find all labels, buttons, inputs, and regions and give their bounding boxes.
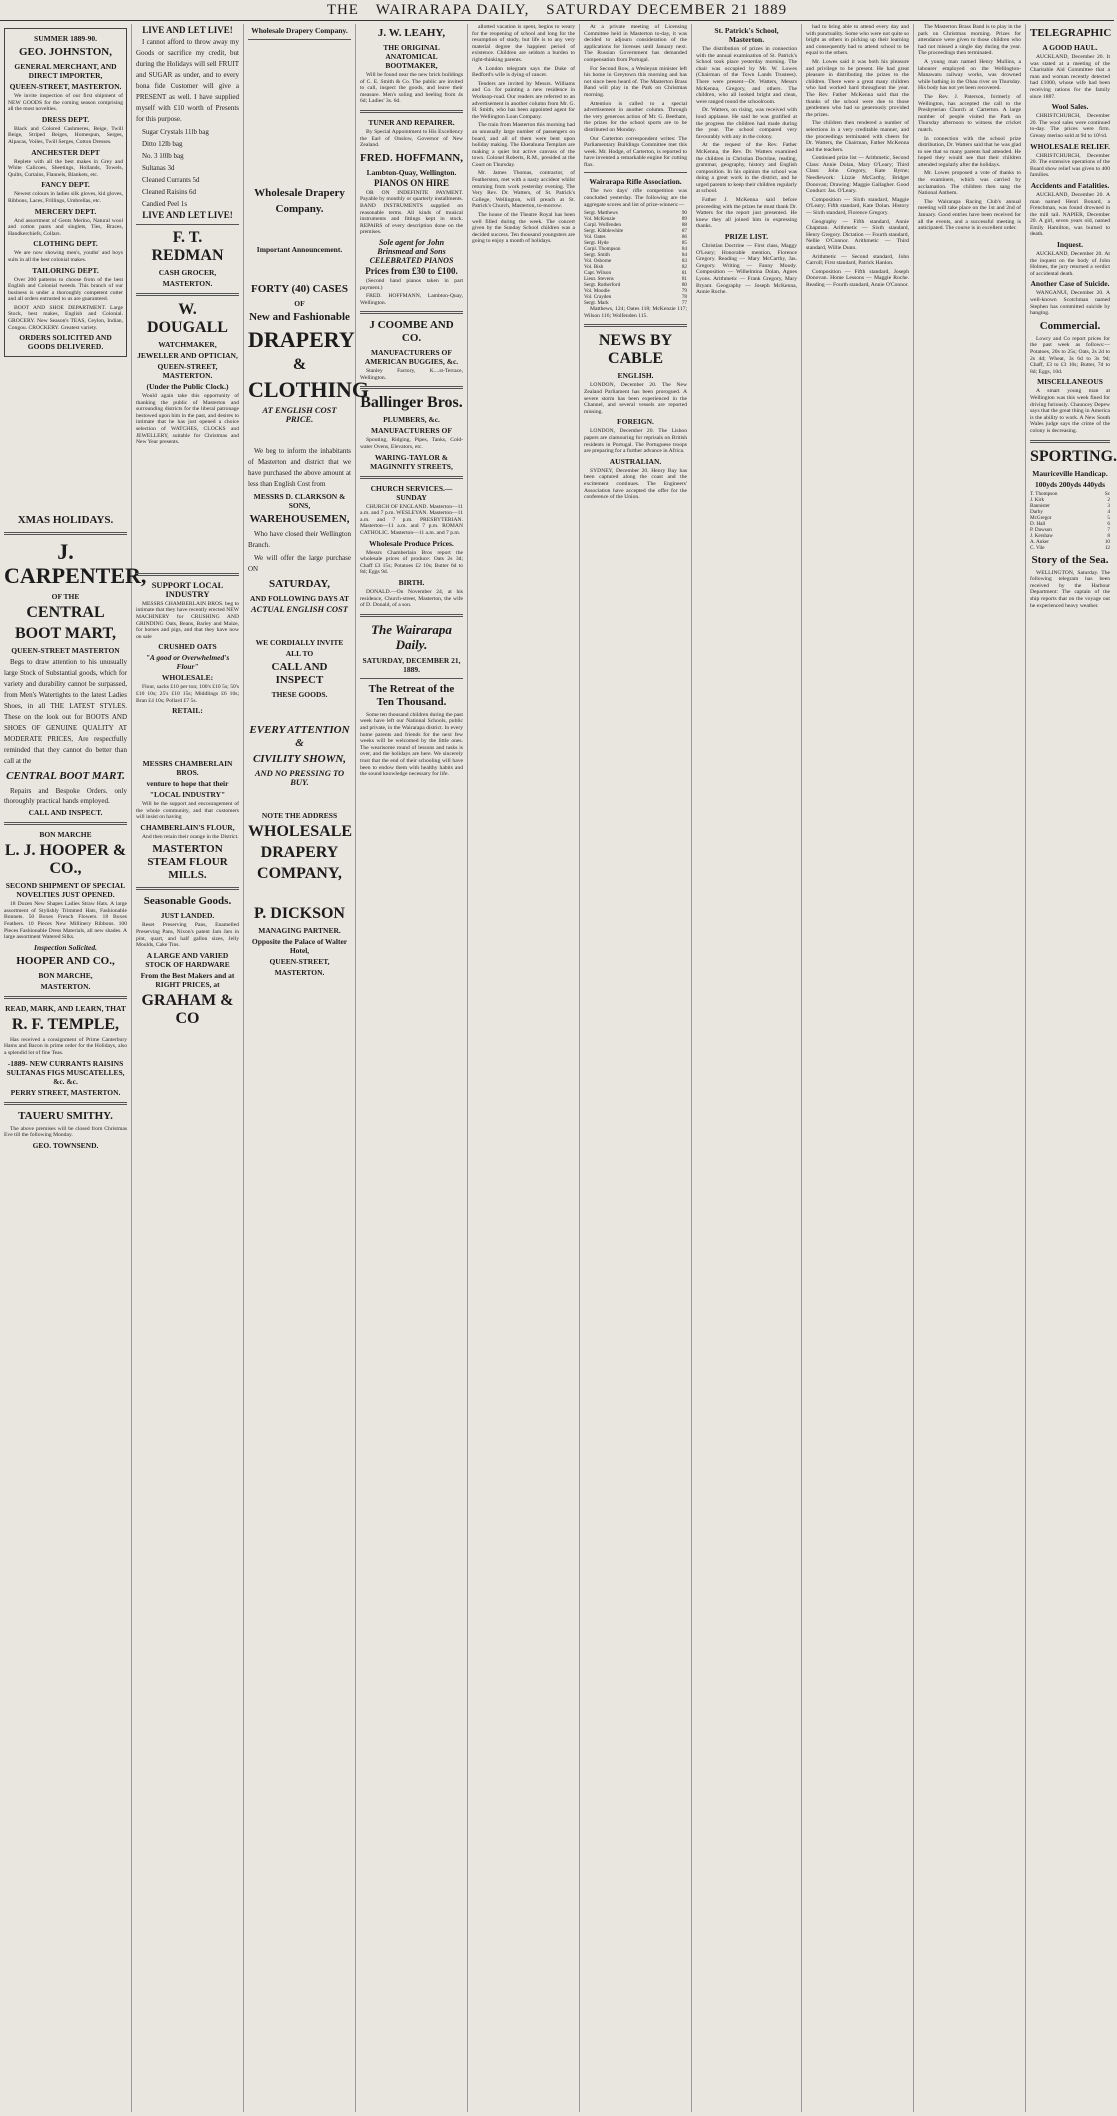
central-heading: CENTRAL — [26, 604, 105, 622]
col9-text-f: The Wairarapa Racing Club's annual meeting will take place on the 1st and 2nd of January. Good entries have been received for all the events, and a successful meeting is anticipated. The course is in excellent order. — [918, 198, 1021, 232]
johnston-intro: We invite inspection of our first shipment of NEW GOODS for the coming season comprising all the most novelties. — [8, 93, 123, 113]
name-cell: Sergt. Kibblewhite — [584, 228, 624, 235]
runners-table — [1030, 491, 1110, 551]
value-cell: 83 — [681, 258, 687, 265]
dept-heading: ANCHESTER DEPT — [31, 147, 100, 157]
inspection-solicited: Inspection Solicited. — [34, 942, 97, 952]
xmas-heading: XMAS HOLIDAYS. — [17, 514, 114, 527]
hooper-text: 18 Dozen New Shapes Ladies Straw Hats. A large assortment of Stylishly Trimmed Hats, Fashionable Bonnets. 50 Boxes French Flowers. 18 Boxes Feathers. 10 Pieces New Millinery Ribbons. 100 Pieces Fashionable Dress Materials, all new shades. A large assortment Watered Silks. — [4, 901, 127, 941]
graham-name: GRAHAM & CO — [141, 991, 234, 1027]
english-cost: AT ENGLISH COST PRICE. — [262, 405, 337, 424]
coombe-name: J COOMBE AND CO. — [369, 319, 454, 345]
sugar-line: Cleaned Raisins 6d — [142, 188, 197, 196]
name-cell: Sergt. Hyde — [584, 240, 609, 247]
of-the: OF THE — [51, 592, 80, 602]
value-cell: 87 — [681, 228, 687, 235]
coombe-sub: MANUFACTURERS OF AMERICAN BUGGIES, &c. — [364, 348, 459, 367]
dept-text: Newest colours in ladies silk gloves, kid gloves, Ribbons, Laces, Frillings, Umbrellas, etc. — [8, 191, 123, 204]
pianos-on-hire: PIANOS ON HIRE — [373, 177, 449, 188]
name-cell: Vol. Bish — [584, 264, 604, 271]
support-text: MESSRS CHAMBERLAIN BROS. beg to intimate that they have recently erected NEW MACHINERY for CRUSHING AND GRINDING Oats, Beans, Barley and Maize, for horses and pigs, and that they have now on sale — [136, 600, 239, 640]
column-4 — [356, 24, 468, 2112]
all-to: ALL TO — [285, 649, 314, 658]
col6-text-d: Our Carterton correspondent writes: The Parliamentary Buildings Committee met this week. Mr. Hodge, of Carterton, is reported to have invented a remarkable engine for cutting flax. — [584, 135, 687, 168]
foreign-text: LONDON, December 20. The Lisbon papers are clamouring for reprisals on British residents in Portugal. The Portuguese troops are preparing for a further advance in Africa. — [584, 428, 687, 455]
chamberlain-name: MESSRS CHAMBERLAIN BROS. — [142, 759, 233, 778]
name-cell: Vol. McKenzie — [584, 216, 616, 223]
name-cell: Vol. Moodie — [584, 288, 610, 295]
dept-text: We are now showing men's, youths' and boys suits in all the best colonial makes. — [8, 250, 123, 263]
services-text: CHURCH OF ENGLAND. Masterton—11 a.m. and 7 p.m. WESLEYAN. Masterton—11 a.m. and 7 p.m. PRESBYTERIAN. Masterton—11 a.m. and 7 p.m. ROMAN CATHOLIC. Masterton—11 a.m. and 7 p.m. — [360, 503, 463, 537]
name-cell: Sergt. Rutherford — [584, 282, 621, 289]
col7-text-c: At the request of the Rev. Father McKenna, the Rev. Dr. Watters examined the children in Christian Doctrine, reading, grammar, geography, history and English composition. In his opinion the school was doing a great work in the district, and he urged parents to keep their children regularly at school. — [696, 142, 797, 195]
inquest: Inquest. — [1056, 240, 1084, 250]
every-attention: EVERY ATTENTION & — [249, 724, 350, 749]
prize-list-heading: PRIZE LIST. — [724, 232, 769, 242]
value-cell: 85 — [681, 240, 687, 247]
just-landed: JUST LANDED. — [160, 911, 215, 921]
column-8 — [802, 24, 914, 2112]
article-text: Some ten thousand children during the past week have left our National Schools, public and private, in the Wairarapa district. In every home parents and friends for the next few weeks will be welcomed by the little ones. The wearisome round of lessons and tasks is over, and the holidays are here. We sincerely trust that the end of their schooling will have been to endow them with healthy habits and the sound knowledge necessary for life. — [360, 711, 463, 778]
opposite-hotel: Opposite the Palace of Walter Hotel, — [251, 937, 348, 955]
sugar-line: Sultanas 3d — [142, 164, 175, 172]
pianos-text: OR ON INDEFINITE PAYMENT. Payable by monthly or quarterly installments. BAND INSTRUMENTS supplied on reasonable terms. All kinds of musical instruments and fittings kept in stock. REPAIRS of every description done on the premises. — [360, 189, 463, 236]
clarkson: MESSRS D. CLARKSON & SONS, — [253, 492, 346, 510]
name-cell: Vol. Crayden — [584, 294, 612, 301]
name-cell: D. Hall — [1030, 520, 1046, 527]
hope-line: venture to hope that their — [146, 779, 229, 789]
following-days: AND FOLLOWING DAYS AT — [250, 594, 349, 603]
sugar-line: Sugar Crystals 11lb bag — [142, 128, 209, 136]
name-cell: Corpl. Thompson — [584, 246, 621, 253]
carpenter-text: Begs to draw attention to his unusually large Stock of Substantial goods, which for variety and durability cannot be surpassed, from Men's Watertights to the latest Ladies Shoes, in all THE LATEST STYLES. These on the look out for BOOTS AND SHOES OF GENUINE QUALITY AT MODERATE PRICES, Are respectfully reminded that they cannot do better than call at the — [4, 658, 127, 766]
johnston-place: QUEEN-STREET, MASTERTON. — [9, 82, 122, 91]
company-label: Company. — [275, 203, 324, 215]
temple-name: R. F. TEMPLE, — [11, 1015, 120, 1033]
queen-street: QUEEN-STREET, — [269, 957, 330, 966]
column-9 — [914, 24, 1026, 2112]
value-cell: 86 — [681, 234, 687, 241]
value-cell: 81 — [681, 270, 687, 277]
col5-text-c: The train from Masterton this morning had an unusually large number of passengers on board, and all of them were bent upon holiday making. The Eketahuna Templars are making a quiet but active canvass of the town. Colonel Roberts, R.M., presided at the Court on Thursday. — [472, 122, 575, 168]
relief-text: CHRISTCHURCH, December 20. The extensive operations of the Board show relief was given to 400 families. — [1030, 152, 1110, 179]
celebrated-pianos: Sole agent for John Brinsmead and Sons CELEBRATED PIANOS — [369, 237, 454, 265]
value-cell: 88 — [681, 222, 687, 229]
name-cell: T. Thompson — [1030, 490, 1058, 497]
boot-mart-heading: BOOT MART, — [14, 625, 117, 643]
article-title: The Retreat of the Ten Thousand. — [368, 682, 455, 708]
name-cell: Vol. Osborne — [584, 258, 612, 265]
manufacturers: MANUFACTURERS OF — [371, 426, 452, 436]
dougall-watchmaker: WATCHMAKER, — [158, 340, 217, 349]
flour-name: CHAMBERLAIN'S FLOUR, — [140, 822, 235, 832]
col7-text-a: The distribution of prizes in connection with the annual examination of St. Patrick's School took place yesterday morning. The chair was occupied by Mr. W. Lowes (Chairman of the Town Lands Trustees). There were present—Dr. Watters, Messrs McKenna, Gregory, and others. The children, who all looked bright and clean, were ranged round the schoolroom. — [696, 46, 797, 105]
col5-text-e: The house of the Theatre Royal has been well filled during the week. The concert given by the Sunday School children was a decided success. Ten thousand youngsters are going to enjoy a month of holidays. — [472, 212, 575, 245]
offer-text: We will offer the large purchase ON — [248, 554, 351, 573]
column-2 — [132, 24, 244, 2112]
wholesale-drapery: Wholesale Drapery — [254, 187, 345, 199]
matches-text: Matthews, 124; Oates 118; McKenzie 117; Wilson 116; Wolfenden 115. — [584, 306, 687, 319]
dept-text: Over 200 patterns to choose from of the best English and Colonial tweeds. This branch of our business is under a thoroughly competent cutter and all orders entrusted to us are guaranteed. — [8, 276, 123, 303]
value-cell: 4 — [1107, 508, 1110, 515]
tuner-text: By Special Appointment to His Excellency the Earl of Onslow, Governor of New Zealand. — [360, 128, 463, 149]
redman-name: F. T. REDMAN — [151, 229, 224, 264]
sporting-distances: 100yds 200yds 440yds — [1034, 479, 1106, 489]
australian-heading: AUSTRALIAN. — [609, 456, 662, 466]
tuner-heading: TUNER AND REPAIRER. — [368, 117, 455, 127]
name-cell: C. Vile — [1030, 544, 1045, 551]
dept-text: BOOT AND SHOE DEPARTMENT. Large Stock, best makes, English and Colonial. GROCERY. New Season's TEAS, Ceylon, Indian, Congou. CROCKERY. Greatest variety. — [8, 304, 123, 331]
coombe-address: Stanley Factory, K....st-Terrace, Wellington. — [360, 368, 463, 381]
hooper-name: L. J. HOOPER & CO., — [4, 842, 127, 878]
townsend-signature: GEO. TOWNSEND. — [32, 1140, 99, 1150]
column-3 — [244, 24, 370, 2112]
note-address: NOTE THE ADDRESS — [261, 811, 338, 820]
name-cell: McGregor — [1030, 514, 1052, 521]
best-makers: From the Best Makers and at RIGHT PRICES, at — [140, 970, 235, 989]
accidents: Accidents and Fatalities. — [1030, 180, 1110, 190]
dept-text: Black and Colored Cashmeres, Beige, Twill Beige, Striped Beiges, Homespun, Serges, Alpacas, Voiles, Twill Serges, Cotton Dresses. — [8, 125, 123, 145]
wholesale-relief: WHOLESALE RELIEF. — [1030, 141, 1110, 151]
hoffmann-name: FRED. HOFFMANN, — [360, 151, 463, 164]
ballinger-name: Ballinger Bros. — [360, 394, 463, 412]
dickson-name: P. DICKSON — [254, 905, 345, 922]
col9-text-a: The Masterton Brass Band is to play in the park on Christmas morning. Prizes for attendance were given to those children who had not missed a single day during the year. The proceedings then terminated. — [918, 24, 1021, 57]
birth-text: DONALD.—On November 24, at his residence, Church-street, Masterton, the wife of D. Donald, of a son. — [360, 589, 463, 609]
value-cell: 84 — [681, 252, 687, 259]
col9-text-c: The Rev. J. Paterson, formerly of Wellington, has accepted the call to the Presbyterian Church at Carterton. A large number of people visited the Park on Thursday afternoon to witness the cricket match. — [918, 93, 1021, 133]
value-cell: 82 — [681, 264, 687, 271]
col8-text-b: Mr. Lowes said it was both his pleasure and privilege to be present. He had great pleasure in distributing the prizes to the children. There were a great many children who had worked hard throughout the year. The Rev. Father McKenna said that the thanks of the school were due to those gentlemen who had so generously provided the prizes. — [806, 58, 909, 118]
read-mark-learn: READ, MARK, AND LEARN, THAT — [5, 1003, 126, 1013]
leahy-sub: THE ORIGINAL ANATOMICAL BOOTMAKER, — [383, 43, 440, 70]
value-cell: 78 — [681, 294, 687, 301]
dept-heading: DRESS DEPT. — [41, 114, 90, 124]
col6-text-b: For Second Row, a Wesleyan minister left his home in Greytown this morning and has not since been heard of. The Masterton Brass Band will play in the Park on Christmas morning. — [584, 65, 687, 98]
new-fashionable: New and Fashionable — [249, 311, 350, 323]
value-cell: 10 — [1104, 538, 1110, 545]
suicide: Another Case of Suicide. — [1030, 279, 1110, 289]
plumbers: PLUMBERS, &c. — [383, 415, 440, 425]
hardware-heading: A LARGE AND VARIED STOCK OF HARDWARE — [145, 950, 230, 969]
col5-text-d: Mr. James Thomas, contractor, of Featherston, met with a nasty accident whilst returning from work yesterday evening. The Very Rev. Dr. Watters, of St. Patrick's College, Wellington, will preach at St. Patrick's Church, Masterton, to-morrow. — [472, 170, 575, 210]
col7-text-d: Father J. McKenna said before proceeding with the prizes he must thank Dr. Watters for the report just presented. He knew they all joined him in expressing thanks. — [696, 197, 797, 230]
civility: CIVILITY SHOWN, — [252, 753, 347, 765]
story-of-sea: Story of the Sea. — [1031, 553, 1109, 566]
column-1 — [0, 24, 147, 2112]
drapery-heading: DRAPERY — [248, 327, 355, 352]
call-and-inspect: CALL AND INSPECT — [271, 661, 328, 686]
name-cell: J. Kershaw — [1030, 532, 1054, 539]
masterton-3: MASTERTON. — [274, 968, 325, 977]
invite: WE CORDIALLY INVITE — [255, 638, 344, 647]
dougall-name: W. DOUGALL — [147, 301, 228, 336]
no-pressing: AND NO PRESSING TO BUY. — [254, 768, 345, 787]
col9-text-e: Mr. Lowes proposed a vote of thanks to the examiners, which was carried by acclamation. The children then sang the National Anthem. — [918, 170, 1021, 197]
leahy-text: Will be found near the new brick buildings of C. E. Smith & Co. The public are invited to call, inspect the goods, and leave their measure. Men's soling and heeling from 4s 6d; Ladies' 3s. 6d. — [360, 72, 463, 105]
of-label: OF — [294, 299, 305, 308]
value-cell: 3 — [1107, 502, 1110, 509]
wdc-head: Wholesale Drapery Company. — [251, 26, 348, 35]
value-cell: Sc — [1104, 490, 1110, 497]
value-cell: 77 — [681, 300, 687, 307]
col6-text-a: At a private meeting of Licensing Committee held in Masterton to-day, it was decided to adjourn consideration of the applications for licenses until January next. The Russian Government has demanded compensation from Portugal. — [584, 24, 687, 63]
hoffmann-address: Lambton-Quay, Wellington. — [366, 167, 457, 177]
dept-text: Replete with all the best makes in Grey and White Calicoes, Sheetings, Hollands, Towels, Quilts, Curtains, Flannels, Blankets, etc. — [8, 158, 123, 178]
drapery-2: DRAPERY — [260, 844, 339, 861]
dougall-address: QUEEN-STREET, MASTERTON. — [157, 362, 218, 380]
announcement: Important Announcement. — [256, 245, 343, 254]
taueru-text: The above premises will be closed from Christmas Eve till the following Monday. — [4, 1125, 127, 1139]
seasonable-text: Reset Preserving Pans, Enamelled Preserving Pans, Nixon's patent Jam Jars in pint, quart, and half gallon sizes, Jelly Moulds, Cake Tins. — [136, 922, 239, 949]
leahy-name: J. W. LEAHY, — [377, 27, 446, 39]
ballinger-items: Spouting, Ridging, Pipes, Tanks, Cold-water Ovens, Elevators, etc. — [360, 437, 463, 451]
sugar-line: Candied Peel 1s — [142, 200, 188, 208]
name-cell: A. Anker — [1030, 538, 1050, 545]
crushed-oats: CRUSHED OATS — [158, 642, 217, 652]
company-2: COMPANY, — [257, 865, 342, 882]
season-heading: SUMMER 1889-90. — [34, 34, 97, 43]
saturday: SATURDAY, — [268, 578, 331, 590]
col8-text-f: Geography — Fifth standard, Annie Chapman. Arithmetic — Sixth standard, Henry Gregory. Dictation — Fourth standard, Nellie O'Connor. Arithmetic — Third standard, Willie Dunn. — [806, 218, 909, 251]
name-cell: Darby — [1030, 508, 1043, 515]
value-cell: 2 — [1107, 496, 1110, 503]
col9-text-d: In connection with the school prize distribution, Dr. Watters said that he was glad to see that so many parents had attended. He hoped they would see that their children attended regularly after the holidays. — [918, 135, 1021, 168]
dept-heading: CLOTHING DEPT. — [33, 239, 98, 249]
masthead-title: WAIRARAPA DAILY, — [375, 2, 530, 18]
live-text: I cannot afford to throw away my Goods or sacrifice my credit, but during the Holidays will sell FRUIT and SUGAR as under, and to every bona fide Customer will give a PRESENT as well. I have supplied myself with £10 worth of Presents for this purpose. — [136, 38, 239, 123]
second-hand: (Second hand pianos taken in part payment.) — [360, 277, 463, 291]
masterton-label: MASTERTON. — [40, 981, 91, 991]
church-services: CHURCH SERVICES.—SUNDAY — [370, 483, 453, 502]
wool-text: CHRISTCHURCH, December 20. The wool sales were continued to-day. The prices were firm. Greasy merino sold at 9d to 10½d. — [1030, 113, 1110, 139]
hoffmann-sign: FRED. HOFFMANN, Lambton-Quay, Wellington. — [360, 293, 463, 306]
bon-marche: BON MARCHE — [39, 830, 92, 840]
col7-text-b: Dr. Watters, on rising, was received with loud applause. He said he was gratified at the progress the children had made during the year. The school compared very favourably with any in the colony. — [696, 107, 797, 140]
value-cell: 7 — [1107, 526, 1110, 533]
call-inspect: CALL AND INSPECT. — [28, 808, 103, 818]
column-6 — [580, 24, 692, 2112]
col8-text-c: The children then rendered a number of selections in a very creditable manner, and the proceedings terminated with cheers for Dr. Watters, the Chairman, Father McKenna and the teachers. — [806, 120, 909, 153]
live-heading-2: LIVE AND LET LIVE! — [142, 210, 233, 220]
actual-cost: ACTUAL ENGLISH COST — [251, 604, 348, 614]
col5-text-a: allotted vacation is spent, begins to weary for the reopening of school and long for the resumption of study, but life is to any very material degree the happiest period of existence. Children are seldom a burden to right-thinking parents. — [472, 24, 575, 63]
bon-marche-2: BON MARCHE, — [38, 970, 93, 980]
dept-heading: TAILORING DEPT. — [32, 265, 99, 275]
rifle-text: The two days' rifle competition was concluded yesterday. The following are the aggregate scores and list of prize-winners:— — [584, 188, 687, 208]
temple-items: -1889- NEW CURRANTS RAISINS SULTANAS FIGS MUSCATELLES, &c. &c. — [6, 1058, 125, 1086]
managing-partner: MANAGING PARTNER. — [258, 926, 341, 935]
clothing-heading: CLOTHING — [248, 377, 370, 402]
col8-text-d: Continued prize list — Arithmetic, Second Class: Annie Dolan, Mary O'Leary; Third Class: John Gregory, Kate Byrne; Needlework: Lizzie McCarthy, Bridget Donovan; Drawing: Maggie Gallagher. Good Conduct: Jas. O'Leary. — [806, 155, 909, 195]
name-cell: Corpl. Wolfenden — [584, 222, 621, 229]
dougall-under-clock: (Under the Public Clock.) — [146, 382, 229, 391]
news-by-cable: NEWS BY CABLE — [598, 332, 673, 368]
johnston-name: GEO. JOHNSTON, — [18, 46, 112, 58]
wholesale-label: WHOLESALE: — [161, 673, 214, 683]
sugar-line: Cleaned Currants 5d — [142, 176, 200, 184]
column-5 — [468, 24, 580, 2112]
these-goods: THESE GOODS. — [271, 690, 328, 699]
table-row — [1030, 545, 1110, 551]
piano-prices: Prices from £30 to £100. — [365, 265, 458, 276]
good-haul: A GOOD HAUL. — [1042, 43, 1098, 52]
masthead — [0, 0, 1114, 21]
carpenter-name: J. CARPENTER, — [4, 539, 147, 589]
johnston-trade: GENERAL MERCHANT, AND DIRECT IMPORTER, — [14, 62, 117, 80]
dept-heading: MERCERY DEPT. — [34, 206, 97, 216]
orders-line: ORDERS SOLICITED AND GOODS DELIVERED. — [19, 333, 112, 352]
masthead-date: SATURDAY DECEMBER 21 1889 — [546, 2, 788, 18]
col8-text-h: Composition — Fifth standard, Joseph Donovan. Home Lessons — Maggie Roche. Reading — Fourth standard, Annie O'Connor. — [806, 268, 909, 288]
value-cell: 80 — [681, 282, 687, 289]
inquest-text: AUCKLAND, December 20. At the inquest on the body of John Holmes, the jury returned a verdict of accidental death. — [1030, 251, 1110, 277]
name-cell: Sergt. Matthews — [584, 210, 618, 217]
column-10 — [1026, 24, 1117, 2112]
col6-text-c: Attention is called to a special advertisement in another column. Through the very generous action of Mr. G. Beetham, the prizes for the school sports are to be distributed on Monday. — [584, 100, 687, 133]
warehousemen: WAREHOUSEMEN, — [249, 513, 350, 525]
column-7 — [692, 24, 802, 2112]
ballinger-address: WARING-TAYLOR & MAGINNITY STREETS, — [370, 452, 453, 471]
col5-text-b: Tenders are invited by Messrs. Williams and Co. for painting a new residence in Worksop-road. Our readers are referred to an advertisement in another column from Mr. G. H. Smith, who has been appointed agent for the Wellington Loan Company. — [472, 80, 575, 120]
paper-nameplate: The Wairarapa Daily. — [371, 621, 452, 652]
seasonable-goods: Seasonable Goods. — [143, 895, 232, 908]
name-cell: Sergt. Mark — [584, 300, 609, 307]
australian-text: SYDNEY, December 20. Henry Bay has been captured along the coast and the excitement continues. The Engineers' Association have accepted the offer for the conference of the Union. — [584, 467, 687, 501]
good-flour: "A good or Overwhelmed's Flour" — [145, 653, 230, 672]
masthead-left: THE — [326, 2, 359, 18]
foreign-heading: FOREIGN. — [617, 417, 654, 427]
live-heading: LIVE AND LET LIVE! — [142, 25, 233, 35]
taueru-smithy: TAUERU SMITHY. — [18, 1109, 113, 1122]
name-cell: J. Kirk — [1030, 496, 1045, 503]
miscellaneous: MISCELLANEOUS — [1037, 377, 1103, 387]
rifle-scores-table — [584, 210, 687, 306]
central-boot-mart-italic: CENTRAL BOOT MART. — [6, 770, 125, 783]
col8-text-g: Arithmetic — Second standard, John Carroll; First standard, Patrick Hanlon. — [806, 253, 909, 267]
temple-address: PERRY STREET, MASTERTON. — [10, 1087, 121, 1097]
local-text: Will be the support and encouragement of the whole community, and that customers will insist on having — [136, 801, 239, 821]
col9-text-b: A young man named Henry Mullins, a labourer employed on the Wellington-Manawatu railway works, was drowned while bathing in the Ohau river on Thursday. His body has not yet been recovered. — [918, 58, 1021, 92]
sugar-line: Ditto 12lb bag — [142, 140, 183, 148]
local-industry: "LOCAL INDUSTRY" — [149, 790, 226, 800]
story-text: WELLINGTON, Saturday. The following telegram has been received by the Harbour Department: The captain of the ship reports that on the voyage out he experienced heavy weather. — [1030, 569, 1110, 609]
value-cell: 12 — [1104, 544, 1110, 551]
support-heading: SUPPORT LOCAL INDUSTRY — [151, 579, 224, 599]
value-cell: 84 — [681, 246, 687, 253]
rifle-heading: Wairarapa Rifle Association. — [589, 177, 682, 187]
name-cell: Capt. Wilson — [584, 270, 612, 277]
prize-list-text: Christian Doctrine — First class, Maggy O'Leary; Honorable mention, Florence Gregory. Reading — Mary McCarthy, Jas. Gregory. Writing — Fanny Moody. Composition — Wilhelmina Dolan, Agnes Lyons. Arithmetic — Frank Gregory, Mary Bryant. Geography — Joseph McKenna, Annie Roche. — [696, 243, 797, 296]
dougall-jeweller: JEWELLER AND OPTICIAN, — [137, 351, 238, 360]
dept-heading: FANCY DEPT. — [41, 180, 90, 190]
temple-text: Has received a consignment of Prime Canterbury Hams and Bacon in prime order for the Holidays, also a splendid lot of fine Teas. — [4, 1036, 127, 1056]
handicap: Mauriceville Handicap. — [1032, 468, 1108, 478]
suicide-text: WANGANUI, December 20. A well-known Scotchman named Stephen has committed suicide by hanging. — [1030, 290, 1110, 317]
relinquished: Who have closed their Wellington Branch. — [248, 530, 351, 549]
name-cell: Bannister — [1030, 502, 1050, 509]
redman-grocer: CASH GROCER, — [158, 268, 217, 277]
flour-prices: Flour, sacks £10 per ton; 100's £10 5s; 50's £10 10s; 25's £10 15s; Middlings £6 10s; Bran £4 10s; Pollard £7 5s. — [136, 684, 239, 704]
telegraphic-heading: TELEGRAPHIC — [1030, 27, 1112, 39]
inform-text: We beg to inform the inhabitants of Masterton and district that we have purchased the above amount at less than English Cost from — [248, 447, 351, 488]
value-cell: 89 — [681, 216, 687, 223]
sporting: SPORTING. — [1030, 447, 1117, 465]
produce-text: Messrs Chamberlain Bros report the wholesale prices of produce: Oats 2s 3d; Chaff £3 15s; Potatoes £2 10s; Butter 6d to 8d; Eggs 9d. — [360, 549, 463, 576]
st-patricks-title: St. Patrick's School, Masterton. — [714, 26, 779, 44]
wool-sales: Wool Sales. — [1051, 102, 1089, 112]
name-cell: P. Dawson — [1030, 526, 1052, 533]
english-heading: ENGLISH. — [617, 371, 654, 381]
sugar-line: No. 3 10lb bag — [142, 152, 184, 160]
good-haul-text: AUCKLAND, December 20. It was stated at a meeting of the Charitable Aid Committee that a man and woman recently detected had £1000, whose wife had been receiving rations for the family since 1887. — [1030, 54, 1110, 100]
carpenter-street: QUEEN-STREET MASTERTON — [11, 646, 120, 656]
col5-telegram: A London telegram says the Duke of Bedford's wife is dying of cancer. — [472, 65, 575, 79]
ampersand: & — [292, 356, 307, 373]
produce-heading: Wholesale Produce Prices. — [369, 538, 454, 548]
col8-text-a: had to bring able to attend every day and with punctuality. Some who were not quite so bright as others in picking up their learning and consequently had to attend school to be equal to the others. — [806, 24, 909, 57]
retail-label: RETAIL: — [172, 706, 203, 716]
dougall-text: Would again take this opportunity of thanking the public of Masterton and surrounding districts for the liberal patronage bestowed upon him in the past, and desires to intimate that he has just opened a choice selection of WATCHES, CLOCKS and JEWELLERY, suitable for Christmas and New Year presents. — [136, 393, 239, 446]
english-text: LONDON, December 20. The New Zealand Parliament has been prorogued. A severe storm has been experienced in the Channel, and several vessels are reported missing. — [584, 382, 687, 415]
name-cell: Lieut. Stevens — [584, 276, 614, 283]
accidents-text: AUCKLAND, December 20. A man named Henri Bonard, a Frenchman, was found drowned in the mill tail. NAPIER, December 20. A girl, seven years old, named Emily Hamilton, was burned to death. — [1030, 191, 1110, 238]
forty-cases: FORTY (40) CASES — [251, 283, 348, 295]
value-cell: 5 — [1107, 514, 1110, 521]
value-cell: 79 — [681, 288, 687, 295]
masterton-mills: MASTERTON STEAM FLOUR MILLS. — [147, 843, 228, 882]
redman-masterton: MASTERTON. — [162, 279, 213, 288]
name-cell: Vol. Oates — [584, 234, 606, 241]
birth-heading: BIRTH. — [398, 578, 425, 587]
value-cell: 81 — [681, 276, 687, 283]
value-cell: 90 — [681, 210, 687, 217]
hooper-name-2: HOOPER AND CO., — [16, 954, 115, 967]
value-cell: 6 — [1107, 520, 1110, 527]
second-shipment: SECOND SHIPMENT OF SPECIAL NOVELTIES JUST OPENED. — [5, 881, 126, 900]
johnston-ad — [4, 28, 127, 357]
obtained-text: And then retain their orange in the District. — [142, 833, 239, 840]
name-cell: Sergt. Smith — [584, 252, 610, 259]
dept-text: And assortment of Gents Merino, Natural wool and cotton pants and singlets, Ties, Braces, Handkerchiefs, Collars. — [8, 217, 123, 237]
commercial: Commercial. — [1039, 319, 1101, 332]
repairs-text: Repairs and Bespoke Orders. only thoroughly practical hands employed. — [4, 787, 127, 806]
commercial-text: Lowry and Co report prices for the past week as follows:— Potatoes, 20s to 25s; Oats, 2s 2d to 2s 4d; Wheat, 3s 6d to 3s 9d; Chaff, £3 to £3 10s; Butter, 7d to 8d; Eggs, 10d. — [1030, 335, 1110, 375]
wholesale-2: WHOLESALE — [248, 823, 353, 840]
misc-text: A smart young man at Wellington was this week fined for driving furiously. Chauncey Depew says that the great thing in America is the ability to work. A New South Wales judge says the crime of the colony is decreasing. — [1030, 388, 1110, 434]
value-cell: 8 — [1107, 532, 1110, 539]
col8-text-e: Composition — Sixth standard, Maggie O'Leary; Fifth standard, Kate Dolan. History — Sixth standard, Florence Gregory. — [806, 196, 909, 217]
paper-date: SATURDAY, DECEMBER 21, 1889. — [362, 655, 461, 674]
